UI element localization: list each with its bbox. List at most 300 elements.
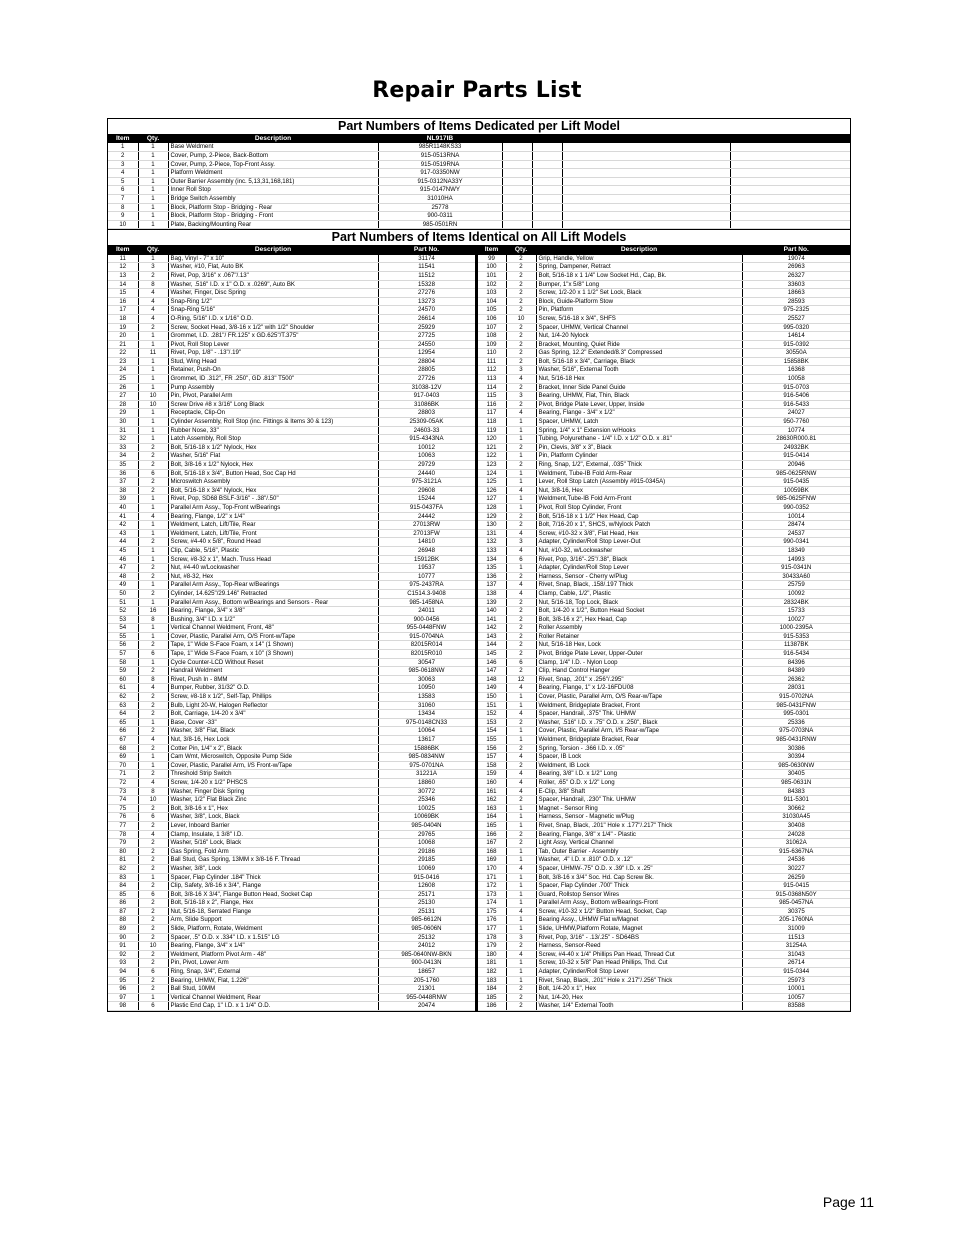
col-qty: Qty. xyxy=(138,246,168,254)
part-number: 955-0448RNW xyxy=(378,993,476,1002)
page-title: Repair Parts List xyxy=(372,78,582,103)
description: Spacer, Handrail, .375" Thk. UHMW xyxy=(536,710,742,719)
part-number: 915-0435 xyxy=(742,478,850,487)
quantity: 1 xyxy=(138,426,168,435)
part-number: 915-0341N xyxy=(742,564,850,573)
item-number: 134 xyxy=(476,555,506,564)
item-number: 81 xyxy=(108,856,138,865)
description: Bearing Assy., UHMW Flat w/Magnet xyxy=(536,916,742,925)
quantity: 1 xyxy=(138,152,168,161)
part-number: 916-5433 xyxy=(742,400,850,409)
item-number: 1 xyxy=(108,143,138,151)
description: Cover, Pump, 2-Piece, Top-Front Assy. xyxy=(168,160,378,169)
item-number: 14 xyxy=(108,280,138,289)
part-number: 15912BK xyxy=(378,555,476,564)
item-number: 49 xyxy=(108,581,138,590)
item-number: 88 xyxy=(108,916,138,925)
quantity: 1 xyxy=(506,693,536,702)
item-number: 156 xyxy=(476,744,506,753)
quantity: 4 xyxy=(138,778,168,787)
item-number: 164 xyxy=(476,813,506,822)
quantity: 1 xyxy=(506,813,536,822)
item-number: 146 xyxy=(476,658,506,667)
item-number: 113 xyxy=(476,375,506,384)
item-number: 29 xyxy=(108,409,138,418)
item-number: 150 xyxy=(476,693,506,702)
table-row xyxy=(108,220,850,229)
description: Washer, 5/16" Flat xyxy=(168,452,378,461)
item-number: 39 xyxy=(108,495,138,504)
item-number: 2 xyxy=(108,152,138,161)
part-number: 25929 xyxy=(378,323,476,332)
empty-cell xyxy=(502,203,532,212)
table-row xyxy=(108,873,850,882)
item-number: 33 xyxy=(108,443,138,452)
description: Ball Stud, 10MM xyxy=(168,985,378,994)
item-number: 98 xyxy=(108,1002,138,1011)
quantity: 4 xyxy=(138,289,168,298)
empty-cell xyxy=(730,160,850,169)
quantity: 8 xyxy=(138,615,168,624)
quantity: 1 xyxy=(138,435,168,444)
item-number: 26 xyxy=(108,383,138,392)
item-number: 4 xyxy=(108,169,138,178)
description: Lever, Roll Stop Latch (Assembly #915-0345A) xyxy=(536,478,742,487)
quantity: 2 xyxy=(138,271,168,280)
description: Rivet, Snap, Black, .201" Hole x .177"/.217" Thick xyxy=(536,821,742,830)
part-number: 24027 xyxy=(742,409,850,418)
part-number: 11541 xyxy=(378,263,476,272)
quantity: 1 xyxy=(506,925,536,934)
quantity: 2 xyxy=(506,280,536,289)
item-number: 43 xyxy=(108,529,138,538)
quantity: 3 xyxy=(506,392,536,401)
part-number: 985-0834NW xyxy=(378,753,476,762)
empty-cell xyxy=(532,143,562,151)
quantity: 10 xyxy=(138,392,168,401)
part-number: 19074 xyxy=(742,255,850,263)
item-number: 180 xyxy=(476,950,506,959)
quantity: 2 xyxy=(138,667,168,676)
quantity: 1 xyxy=(506,976,536,985)
description: Cylinder, 14.625"/29.146" Retracted xyxy=(168,589,378,598)
item-number: 35 xyxy=(108,461,138,470)
description: Pivot, Bridge Plate Lever, Upper-Outer xyxy=(536,650,742,659)
part-number: 10025 xyxy=(378,804,476,813)
part-number: 28803 xyxy=(378,409,476,418)
quantity: 1 xyxy=(138,521,168,530)
quantity: 2 xyxy=(506,357,536,366)
description: Grommet, ID .312", FR .250", GD .813" T500" xyxy=(168,375,378,384)
quantity: 6 xyxy=(138,650,168,659)
table-row xyxy=(108,255,850,263)
part-number: 16368 xyxy=(742,366,850,375)
part-number: 915-0147NWY xyxy=(378,186,502,195)
description: Washer, 1/4" External Tooth xyxy=(536,1002,742,1011)
description: Bearing, UHMW, Flat, 1.226" xyxy=(168,976,378,985)
item-number: 163 xyxy=(476,804,506,813)
item-number: 114 xyxy=(476,383,506,392)
table-row xyxy=(108,194,850,203)
description: Pin, Pivot, Parallel Arm xyxy=(168,392,378,401)
description: Spacer, IB Lock xyxy=(536,753,742,762)
table-row xyxy=(108,186,850,195)
item-number: 17 xyxy=(108,306,138,315)
part-number: 14614 xyxy=(742,332,850,341)
item-number: 11 xyxy=(108,255,138,263)
description: Nut, 5/16-18 Hex, Lock xyxy=(536,641,742,650)
description: Pin, Clevis, 3/8" x 3", Black xyxy=(536,443,742,452)
description: Washer, 3/8", Lock, Black xyxy=(168,813,378,822)
part-number: 18663 xyxy=(742,289,850,298)
item-number: 61 xyxy=(108,684,138,693)
description: Spacer, Flap Cylinder .700" Thick xyxy=(536,882,742,891)
item-number: 7 xyxy=(108,194,138,203)
description: Spacer, UHMW, Latch xyxy=(536,418,742,427)
description: Nut, 5/16-18 Hex xyxy=(536,375,742,384)
part-number: 84396 xyxy=(742,658,850,667)
quantity: 1 xyxy=(138,873,168,882)
quantity: 2 xyxy=(506,607,536,616)
description: Clip, Hand Control Hanger xyxy=(536,667,742,676)
quantity: 2 xyxy=(138,478,168,487)
quantity: 1 xyxy=(138,503,168,512)
item-number: 133 xyxy=(476,546,506,555)
item-number: 63 xyxy=(108,701,138,710)
table-row xyxy=(108,323,850,332)
table-row xyxy=(108,203,850,212)
quantity: 2 xyxy=(138,727,168,736)
description: Roller Retainer xyxy=(536,632,742,641)
description: Nut, #8-32, Hex xyxy=(168,572,378,581)
quantity: 16 xyxy=(138,607,168,616)
description: Plastic End Cap, 1" I.D. x 1 1/4" O.D. xyxy=(168,1002,378,1011)
part-number: 30405 xyxy=(742,770,850,779)
item-number: 75 xyxy=(108,804,138,813)
table-row xyxy=(108,452,850,461)
table-row xyxy=(108,727,850,736)
table-row xyxy=(108,340,850,349)
quantity: 1 xyxy=(138,160,168,169)
quantity: 2 xyxy=(506,340,536,349)
quantity: 1 xyxy=(506,469,536,478)
part-number: 18860 xyxy=(378,778,476,787)
quantity: 1 xyxy=(506,856,536,865)
col-blank xyxy=(502,135,532,143)
quantity: 1 xyxy=(138,753,168,762)
part-number: 26948 xyxy=(378,546,476,555)
item-number: 91 xyxy=(108,942,138,951)
part-number: 900-0413N xyxy=(378,959,476,968)
table-row xyxy=(108,589,850,598)
item-number: 110 xyxy=(476,349,506,358)
description: Slide, Platform, Rotate, Weldment xyxy=(168,925,378,934)
item-number: 64 xyxy=(108,710,138,719)
description: Adapter, Cylinder/Roll Stop Lever xyxy=(536,968,742,977)
quantity: 1 xyxy=(506,804,536,813)
quantity: 2 xyxy=(138,693,168,702)
item-number: 129 xyxy=(476,512,506,521)
description: Gas Spring, Fold Arm xyxy=(168,847,378,856)
quantity: 2 xyxy=(138,821,168,830)
description: Block, Platform Stop - Bridging - Front xyxy=(168,212,378,221)
description: Ring, Snap, 3/4", External xyxy=(168,968,378,977)
quantity: 4 xyxy=(506,589,536,598)
part-number: 10014 xyxy=(742,512,850,521)
part-number: 915-0312NA33Y xyxy=(378,177,502,186)
description: Block, Guide-Platform Stow xyxy=(536,297,742,306)
item-number: 109 xyxy=(476,340,506,349)
item-number: 140 xyxy=(476,607,506,616)
part-number: 900-0456 xyxy=(378,615,476,624)
part-number: 31043 xyxy=(742,950,850,959)
description: Lever, Inboard Barrier xyxy=(168,821,378,830)
part-number: 18657 xyxy=(378,968,476,977)
item-number: 123 xyxy=(476,461,506,470)
description: Screw, #8-32 x 1", Mach. Truss Head xyxy=(168,555,378,564)
item-number: 94 xyxy=(108,968,138,977)
identical-parts-table xyxy=(108,246,850,1011)
item-number: 38 xyxy=(108,486,138,495)
quantity: 2 xyxy=(138,461,168,470)
description: Nut, #4-40 w/Lockwasher xyxy=(168,564,378,573)
description: Pump Assembly xyxy=(168,383,378,392)
table-row xyxy=(108,297,850,306)
description: Washer, 3/8", Lock xyxy=(168,864,378,873)
empty-cell xyxy=(502,160,532,169)
part-number: 985-0618NW xyxy=(378,667,476,676)
empty-cell xyxy=(562,143,730,151)
table-row xyxy=(108,160,850,169)
part-number: 31086BK xyxy=(378,400,476,409)
item-number: 171 xyxy=(476,873,506,882)
description: Spacer, UHMW-.75" O.D. x .39" I.D. x .25" xyxy=(536,864,742,873)
quantity: 2 xyxy=(138,950,168,959)
part-number: 31030A45 xyxy=(742,813,850,822)
item-number: 12 xyxy=(108,263,138,272)
item-number: 65 xyxy=(108,718,138,727)
quantity: 2 xyxy=(138,701,168,710)
description: Bearing, Flange - 3/4" x 1/2" xyxy=(536,409,742,418)
empty-cell xyxy=(730,194,850,203)
item-number: 54 xyxy=(108,624,138,633)
part-number: 31174 xyxy=(378,255,476,263)
part-number: 10012 xyxy=(378,443,476,452)
quantity: 6 xyxy=(138,1002,168,1011)
description: Latch Assembly, Roll Stop xyxy=(168,435,378,444)
item-number: 20 xyxy=(108,332,138,341)
part-number: 29186 xyxy=(378,847,476,856)
item-number: 174 xyxy=(476,899,506,908)
part-number: 990-0341 xyxy=(742,538,850,547)
part-number: 10064 xyxy=(378,727,476,736)
empty-cell xyxy=(562,169,730,178)
description: Screw, #8-18 x 1/2", Self-Tap, Phillips xyxy=(168,693,378,702)
part-number: 10063 xyxy=(378,452,476,461)
quantity: 4 xyxy=(506,864,536,873)
table-row xyxy=(108,349,850,358)
table-row xyxy=(108,289,850,298)
part-number: 985-0625FNW xyxy=(742,495,850,504)
description: Cotter Pin, 1/4" x 2", Black xyxy=(168,744,378,753)
quantity: 2 xyxy=(506,512,536,521)
quantity: 6 xyxy=(138,813,168,822)
description: Pin, Platform Cylinder xyxy=(536,452,742,461)
part-number: 975-0701NA xyxy=(378,761,476,770)
description: Screw, #4-40 x 5/8", Round Head xyxy=(168,538,378,547)
item-number: 83 xyxy=(108,873,138,882)
description: Pivot, Bridge Plate Lever, Upper, Inside xyxy=(536,400,742,409)
item-number: 132 xyxy=(476,538,506,547)
part-number: 985-0606N xyxy=(378,925,476,934)
quantity: 4 xyxy=(506,778,536,787)
description: Weldment, Bridgeplate Bracket, Front xyxy=(536,701,742,710)
quantity: 8 xyxy=(138,675,168,684)
quantity: 2 xyxy=(506,271,536,280)
part-number: 10777 xyxy=(378,572,476,581)
quantity: 4 xyxy=(506,787,536,796)
table-row xyxy=(108,607,850,616)
item-number: 135 xyxy=(476,564,506,573)
item-number: 67 xyxy=(108,736,138,745)
part-number: 25309-05AK xyxy=(378,418,476,427)
item-number: 56 xyxy=(108,641,138,650)
quantity: 1 xyxy=(138,255,168,263)
table-row xyxy=(108,383,850,392)
table-row xyxy=(108,753,850,762)
description: Washer, 3/8" Flat, Black xyxy=(168,727,378,736)
description: Parallel Arm Assy., Top-Front w/Bearings xyxy=(168,503,378,512)
quantity: 2 xyxy=(506,744,536,753)
empty-cell xyxy=(502,143,532,151)
description: Plate, Backing/Mounting Rear xyxy=(168,220,378,229)
item-number: 111 xyxy=(476,357,506,366)
description: Clamp, Cable, 1/2", Plastic xyxy=(536,589,742,598)
description: Bearing, Flange, 3/4" x 1/4" xyxy=(168,942,378,951)
part-number: 14993 xyxy=(742,555,850,564)
quantity: 1 xyxy=(138,495,168,504)
quantity: 2 xyxy=(138,882,168,891)
table-row xyxy=(108,890,850,899)
table-row xyxy=(108,736,850,745)
part-number: 28031 xyxy=(742,684,850,693)
item-number: 152 xyxy=(476,710,506,719)
col-item: Item xyxy=(108,135,138,143)
item-number: 84 xyxy=(108,882,138,891)
quantity: 1 xyxy=(138,332,168,341)
quantity: 1 xyxy=(138,529,168,538)
quantity: 2 xyxy=(506,297,536,306)
col-qty: Qty. xyxy=(138,135,168,143)
quantity: 2 xyxy=(138,933,168,942)
table-row xyxy=(108,495,850,504)
quantity: 2 xyxy=(138,564,168,573)
quantity: 1 xyxy=(138,203,168,212)
description: Base, Cover -33" xyxy=(168,718,378,727)
part-number: 985-0431RNW xyxy=(742,736,850,745)
col-blank xyxy=(532,135,562,143)
table-row xyxy=(108,856,850,865)
table-row xyxy=(108,564,850,573)
description: Nut, 1/4-20, Hex xyxy=(536,993,742,1002)
quantity: 2 xyxy=(506,615,536,624)
part-number: 26327 xyxy=(742,271,850,280)
col-description: Description xyxy=(536,246,742,254)
description: Inner Roll Stop xyxy=(168,186,378,195)
description: Washer, Finger, Disc Spring xyxy=(168,289,378,298)
part-number: 10950 xyxy=(378,684,476,693)
quantity: 2 xyxy=(138,985,168,994)
quantity: 2 xyxy=(138,907,168,916)
item-number: 149 xyxy=(476,684,506,693)
item-number: 116 xyxy=(476,400,506,409)
item-number: 46 xyxy=(108,555,138,564)
quantity: 11 xyxy=(138,349,168,358)
description: Screw, 10-32 x 5/8" Pan Head Phillips, Thd. Cut xyxy=(536,959,742,968)
item-number: 25 xyxy=(108,375,138,384)
quantity: 2 xyxy=(138,839,168,848)
item-number: 77 xyxy=(108,821,138,830)
description: Rivet, Pop, SD68 BSLF-3/16" - .38"/.50" xyxy=(168,495,378,504)
table-row xyxy=(108,641,850,650)
quantity: 6 xyxy=(138,890,168,899)
item-number: 139 xyxy=(476,598,506,607)
part-number: 29765 xyxy=(378,830,476,839)
empty-cell xyxy=(730,169,850,178)
empty-cell xyxy=(562,220,730,229)
part-number: 15328 xyxy=(378,280,476,289)
quantity: 12 xyxy=(506,675,536,684)
quantity: 4 xyxy=(506,950,536,959)
item-number: 143 xyxy=(476,632,506,641)
part-number: 975-3121A xyxy=(378,478,476,487)
item-number: 44 xyxy=(108,538,138,547)
quantity: 1 xyxy=(138,169,168,178)
part-number: 985-0630NW xyxy=(742,761,850,770)
description: Screw, Socket Head, 3/8-16 x 1/2" with 1/2" Shoulder xyxy=(168,323,378,332)
part-number: 28630R000.81 xyxy=(742,435,850,444)
part-number: 30433A60 xyxy=(742,572,850,581)
part-number: 917-03350NW xyxy=(378,169,502,178)
table-row xyxy=(108,933,850,942)
description: Bolt, 5/16-18 x 1 1/2" Hex Head, Cap xyxy=(536,512,742,521)
item-number: 165 xyxy=(476,821,506,830)
description: Adapter, Cylinder/Roll Stop Lever-Out xyxy=(536,538,742,547)
description: O-Ring, 5/16" I.D. x 1/16" O.D. xyxy=(168,314,378,323)
description: Weldment, IB Lock xyxy=(536,761,742,770)
part-number: 915-0415 xyxy=(742,882,850,891)
description: Rivet, Pop, 3/16" - .13/.25" - SD64BS xyxy=(536,933,742,942)
part-number: 10057 xyxy=(742,993,850,1002)
description: Bearing, 3/8" I.D. x 1/2" Long xyxy=(536,770,742,779)
empty-cell xyxy=(502,194,532,203)
part-number: 917-0403 xyxy=(378,392,476,401)
col-part-no: Part No. xyxy=(378,246,476,254)
item-number: 160 xyxy=(476,778,506,787)
part-number: 1000-2395A xyxy=(742,624,850,633)
description: Bolt, 5/16-18 x 1/2" Nylock, Hex xyxy=(168,443,378,452)
item-number: 40 xyxy=(108,503,138,512)
quantity: 1 xyxy=(506,736,536,745)
part-number: 33603 xyxy=(742,280,850,289)
part-number: 13583 xyxy=(378,693,476,702)
description: Bridge Switch Assembly xyxy=(168,194,378,203)
table-row xyxy=(108,701,850,710)
item-number: 80 xyxy=(108,847,138,856)
col-description: Description xyxy=(168,135,378,143)
table-row xyxy=(108,830,850,839)
part-number: 915-0704NA xyxy=(378,632,476,641)
